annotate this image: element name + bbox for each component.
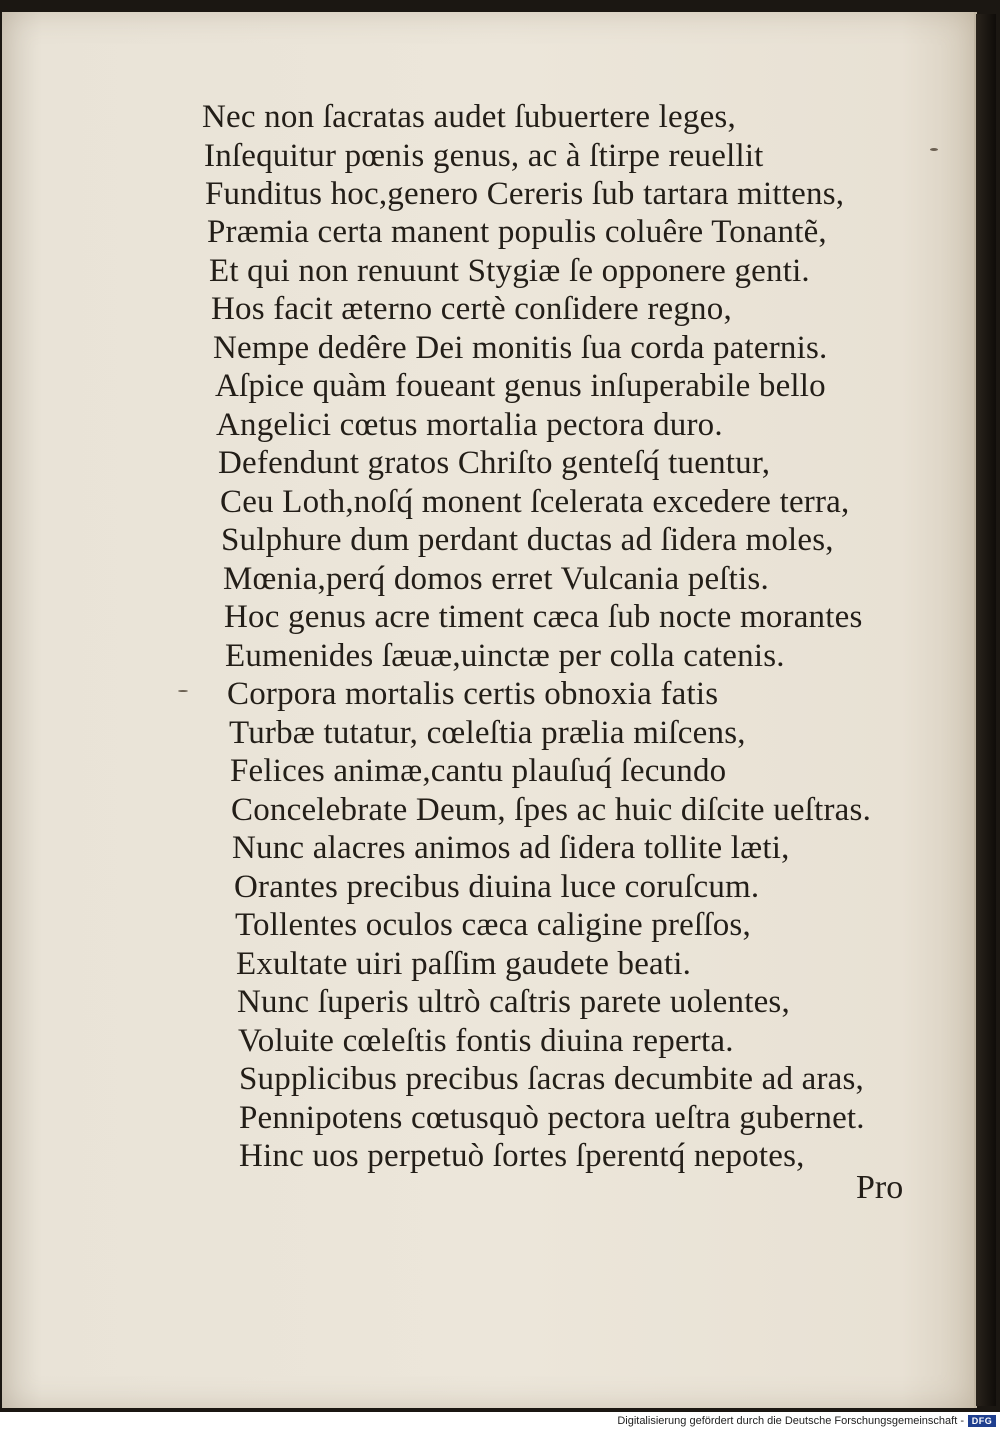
poem-line: Sulphure dum perdant ductas ad ſidera moles, xyxy=(221,522,834,558)
poem-line: Orantes precibus diuina luce coruſcum. xyxy=(234,869,760,905)
poem-line: Felices animæ,cantu plauſuq́ ſecundo xyxy=(230,753,727,789)
poem-line: Angelici cœtus mortalia pectora duro. xyxy=(216,407,723,443)
poem-line: Nempe dedêre Dei monitis ſua corda paternis. xyxy=(213,330,828,366)
poem-line: Præmia certa manent populis coluêre Tonantẽ, xyxy=(207,214,827,250)
poem-line: Ceu Loth,noſq́ monent ſcelerata excedere terra, xyxy=(220,484,850,520)
poem-line: Exultate uiri paſſim gaudete beati. xyxy=(236,946,692,982)
digitization-credit: Digitalisierung gefördert durch die Deutsche Forschungsgemeinschaft - xyxy=(617,1415,964,1427)
poem-line: Aſpice quàm foueant genus inſuperabile bello xyxy=(215,368,826,404)
poem-line: Supplicibus precibus ſacras decumbite ad aras, xyxy=(239,1061,865,1097)
poem-line: Corpora mortalis certis obnoxia fatis xyxy=(227,676,719,712)
poem-line: Et qui non renuunt Stygiæ ſe opponere genti. xyxy=(209,253,810,289)
poem-line: Defendunt gratos Chriſto genteſq́ tuentur, xyxy=(218,445,771,481)
poem-line: Concelebrate Deum, ſpes ac huic diſcite ueſtras. xyxy=(231,792,872,828)
poem-line: Nunc ſuperis ultrò caſtris parete uolentes, xyxy=(237,984,790,1020)
poem-line: Nunc alacres animos ad ſidera tollite læti, xyxy=(232,830,790,866)
poem-line: Hinc uos perpetuò ſortes ſperentq́ nepotes, xyxy=(239,1138,805,1174)
poem-line: Mœnia,perq́ domos erret Vulcania peſtis. xyxy=(223,561,769,597)
poem-line: Tollentes oculos cæca caligine preſſos, xyxy=(235,907,751,943)
poem-line: Hos facit æterno certè conſidere regno, xyxy=(211,291,732,327)
dfg-logo-icon: DFG xyxy=(968,1415,996,1427)
poem-line: Funditus hoc,genero Cereris ſub tartara mittens, xyxy=(205,176,845,212)
poem-line: Turbæ tutatur, cœleſtia prælia miſcens, xyxy=(229,715,746,751)
poem-line: Pennipotens cœtusquò pectora ueſtra gubernet. xyxy=(239,1100,865,1136)
poem-line: Hoc genus acre timent cæca ſub nocte morantes xyxy=(224,599,863,635)
poem-line: Inſequitur pœnis genus, ac à ſtirpe reuellit xyxy=(204,138,764,174)
poem-line: Voluite cœleſtis fontis diuina reperta. xyxy=(238,1023,734,1059)
poem-line: Nec non ſacratas audet ſubuertere leges, xyxy=(202,99,736,135)
poem-line: Eumenides ſæuæ,uinctæ per colla catenis. xyxy=(225,638,785,674)
catchword: Pro xyxy=(856,1169,904,1206)
